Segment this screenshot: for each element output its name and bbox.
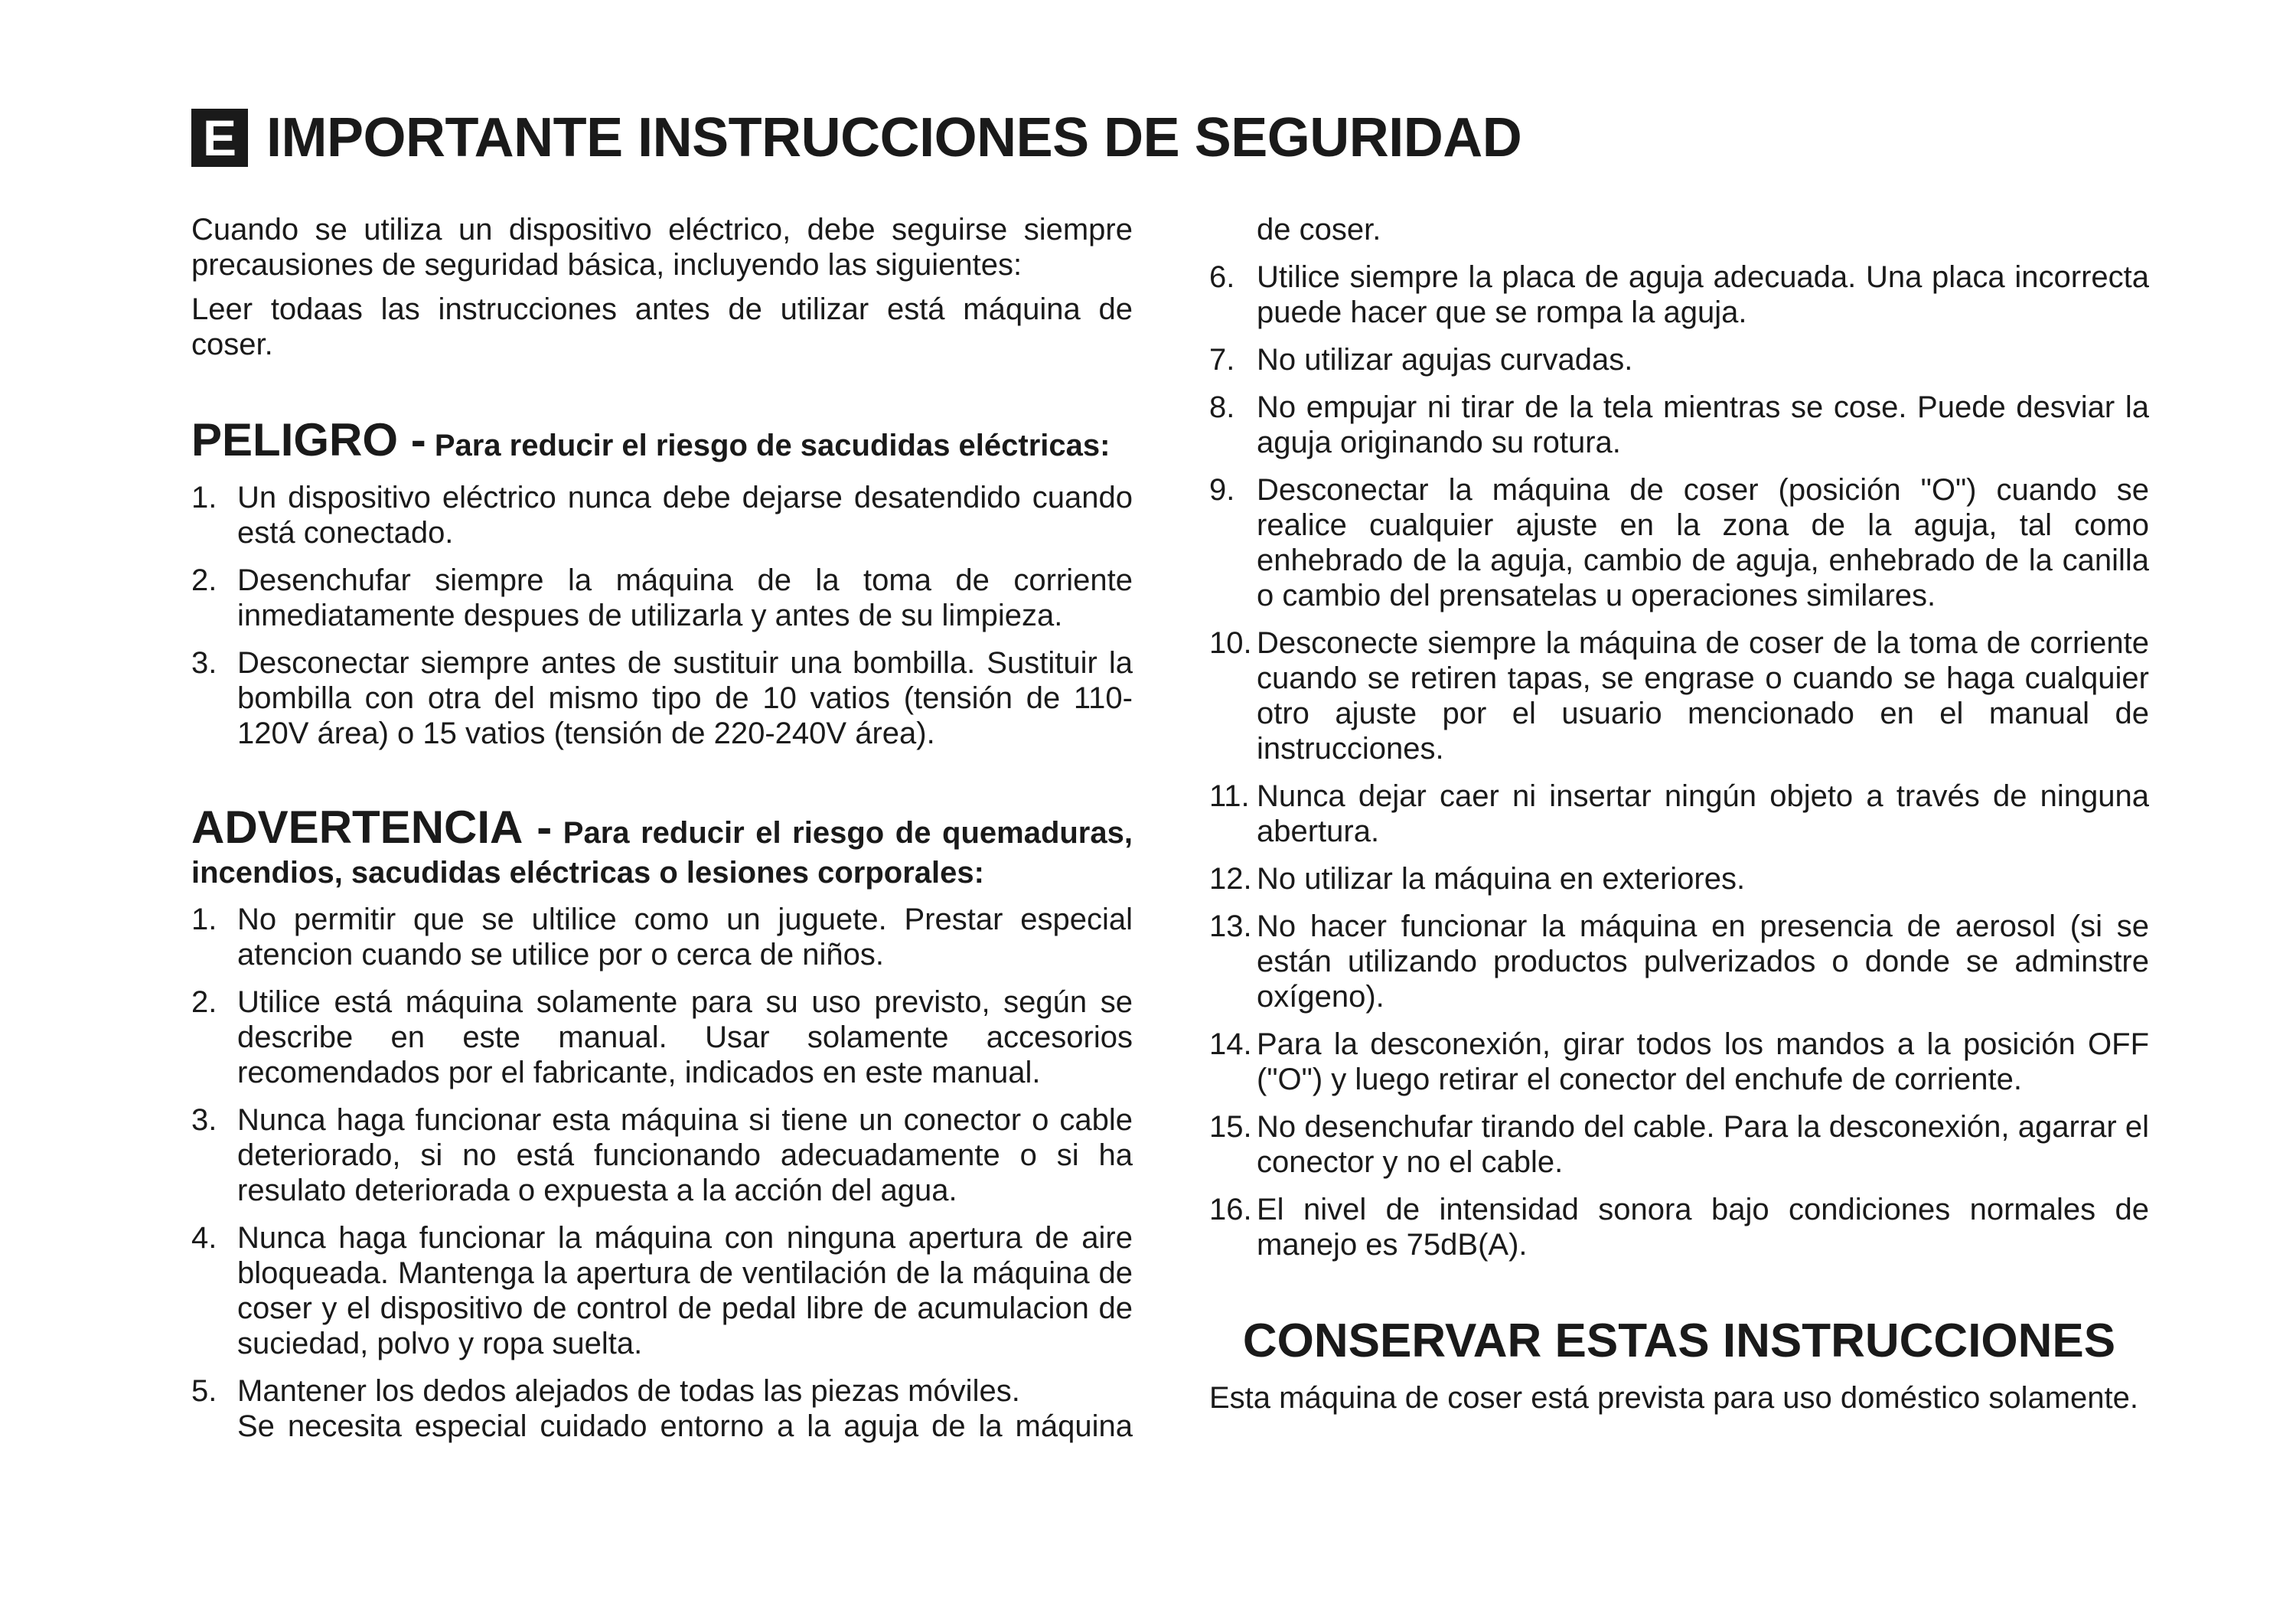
item-text — [237, 1373, 1133, 1444]
advertencia-heading — [191, 803, 1133, 893]
save-instructions-heading: CONSERVAR ESTAS INSTRUCCIONES — [1242, 1314, 2116, 1367]
item-number: 3. — [191, 1103, 217, 1137]
advertencia-list-left — [191, 902, 1133, 1444]
item-number: 3. — [191, 646, 217, 680]
item-number: 2. — [191, 985, 217, 1019]
domestic-use-note: Esta máquina de coser está prevista para uso doméstico solamente. — [1209, 1381, 2138, 1415]
item-text: Para la desconexión, girar todos los mandos a la posición OFF ("O") y luego retirar el conector del enchufe de corriente. — [1257, 1027, 2149, 1096]
intro-paragraph-2: Leer todaas las instrucciones antes de utilizar está máquina de coser. — [191, 292, 1133, 361]
item-number: 10. — [1209, 626, 1252, 660]
item-text: Nunca haga funcionar la máquina con ninguna apertura de aire bloqueada. Mantenga la apertura de ventilación de la máquina de coser y el dispositivo de control de pedal libre de acumulacion de suciedad, polvo y ropa suelta. — [237, 1221, 1133, 1360]
left-column — [191, 212, 1133, 1456]
item-text: Utilice está máquina solamente para su uso previsto, según se describe en este manual. Usar solamente accesorios recomendados por el fabricante, indicados en este manual. — [237, 985, 1133, 1089]
peligro-heading — [191, 416, 1133, 465]
page-header — [191, 109, 1521, 167]
list-item — [191, 480, 1133, 550]
list-item — [1209, 779, 2149, 849]
language-badge: E — [191, 109, 248, 167]
item-text: Desconectar la máquina de coser (posición "O") cuando se realice cualquier ajuste en la zona de la aguja, tal como enhebrado de la aguja, cambio de aguja, enhebrado de la canilla o cambio del prensatelas u operaciones similares. — [1257, 473, 2149, 612]
item-number: 9. — [1209, 473, 1235, 507]
list-item — [1209, 342, 2149, 377]
item-number: 1. — [191, 481, 217, 514]
peligro-subtitle: Para reducir el riesgo de sacudidas eléctricas: — [434, 429, 1110, 462]
item-number: 16. — [1209, 1193, 1252, 1226]
item-text-line-1: Mantener los dedos alejados de todas las piezas móviles. — [237, 1374, 1020, 1408]
advertencia-list-right — [1209, 260, 2149, 1262]
list-item — [1209, 260, 2149, 330]
list-item — [1209, 390, 2149, 460]
page-title: IMPORTANTE INSTRUCCIONES DE SEGURIDAD — [266, 107, 1522, 168]
item-text: Un dispositivo eléctrico nunca debe dejarse desatendido cuando está conectado. — [237, 481, 1133, 550]
list-item — [1209, 1109, 2149, 1180]
item-text: Nunca haga funcionar esta máquina si tiene un conector o cable deteriorado, si no está funcionando adecuadamente o si ha resulato deteriorada o expuesta a la acción del agua. — [237, 1103, 1133, 1207]
list-item — [1209, 1192, 2149, 1262]
item-number: 13. — [1209, 909, 1252, 943]
item-text-line-2: Se necesita especial cuidado entorno a la aguja de la máquina — [237, 1409, 1133, 1443]
list-item — [1209, 909, 2149, 1014]
peligro-list — [191, 480, 1133, 751]
item-number: 15. — [1209, 1110, 1252, 1144]
item-text: Utilice siempre la placa de aguja adecuada. Una placa incorrecta puede hacer que se rompa la aguja. — [1257, 260, 2149, 329]
list-item — [191, 985, 1133, 1090]
advertencia-label: ADVERTENCIA - — [191, 802, 553, 853]
list-item — [1209, 861, 2149, 896]
item-5-continuation: de coser. — [1257, 213, 1381, 247]
item-number: 5. — [191, 1374, 217, 1408]
item-text: No desenchufar tirando del cable. Para la desconexión, agarrar el conector y no el cable. — [1257, 1110, 2149, 1179]
item-number: 11. — [1209, 779, 1250, 813]
item-text: El nivel de intensidad sonora bajo condiciones normales de manejo es 75dB(A). — [1257, 1193, 2149, 1262]
list-item — [1209, 1027, 2149, 1097]
item-number: 7. — [1209, 343, 1235, 377]
right-column — [1209, 212, 2149, 1416]
item-text: Desconectar siempre antes de sustituir una bombilla. Sustituir la bombilla con otra del mismo tipo de 10 vatios (tensión de 110-120V área) o 15 vatios (tensión de 220-240V área). — [237, 646, 1133, 750]
list-item — [191, 563, 1133, 633]
item-text: No empujar ni tirar de la tela mientras se cose. Puede desviar la aguja originando su rotura. — [1257, 390, 2149, 459]
list-item — [191, 902, 1133, 972]
list-item — [191, 645, 1133, 751]
item-number: 12. — [1209, 862, 1252, 896]
list-item — [191, 1220, 1133, 1361]
item-text: Nunca dejar caer ni insertar ningún objeto a través de ninguna abertura. — [1257, 779, 2149, 848]
peligro-label: PELIGRO - — [191, 414, 426, 465]
item-text: No hacer funcionar la máquina en presencia de aerosol (si se están utilizando productos pulverizados o donde se adminstre oxígeno). — [1257, 909, 2149, 1014]
list-item — [1209, 472, 2149, 613]
item-text: No permitir que se ultilice como un juguete. Prestar especial atencion cuando se utilice por o cerca de niños. — [237, 903, 1133, 972]
item-number: 8. — [1209, 390, 1235, 424]
intro-paragraph-1: Cuando se utiliza un dispositivo eléctrico, debe seguirse siempre precausiones de seguridad básica, incluyendo las siguientes: — [191, 213, 1133, 282]
item-number: 1. — [191, 903, 217, 936]
item-number: 14. — [1209, 1027, 1252, 1061]
item-number: 2. — [191, 563, 217, 597]
item-text: Desenchufar siempre la máquina de la toma de corriente inmediatamente despues de utilizarla y antes de su limpieza. — [237, 563, 1133, 632]
item-text: No utilizar la máquina en exteriores. — [1257, 862, 1746, 896]
item-number: 6. — [1209, 260, 1235, 294]
list-item — [1209, 625, 2149, 766]
item-text: No utilizar agujas curvadas. — [1257, 343, 1633, 377]
list-item — [191, 1102, 1133, 1208]
item-number: 4. — [191, 1221, 217, 1255]
advertencia-subtitle: Para reducir el riesgo de quemaduras, incendios, sacudidas eléctricas o lesiones corporales: — [191, 816, 1133, 890]
item-text: Desconecte siempre la máquina de coser de la toma de corriente cuando se retiren tapas, se engrase o cuando se haga cualquier otro ajuste por el usuario mencionado en el manual de instrucciones. — [1257, 626, 2149, 766]
list-item — [191, 1373, 1133, 1444]
